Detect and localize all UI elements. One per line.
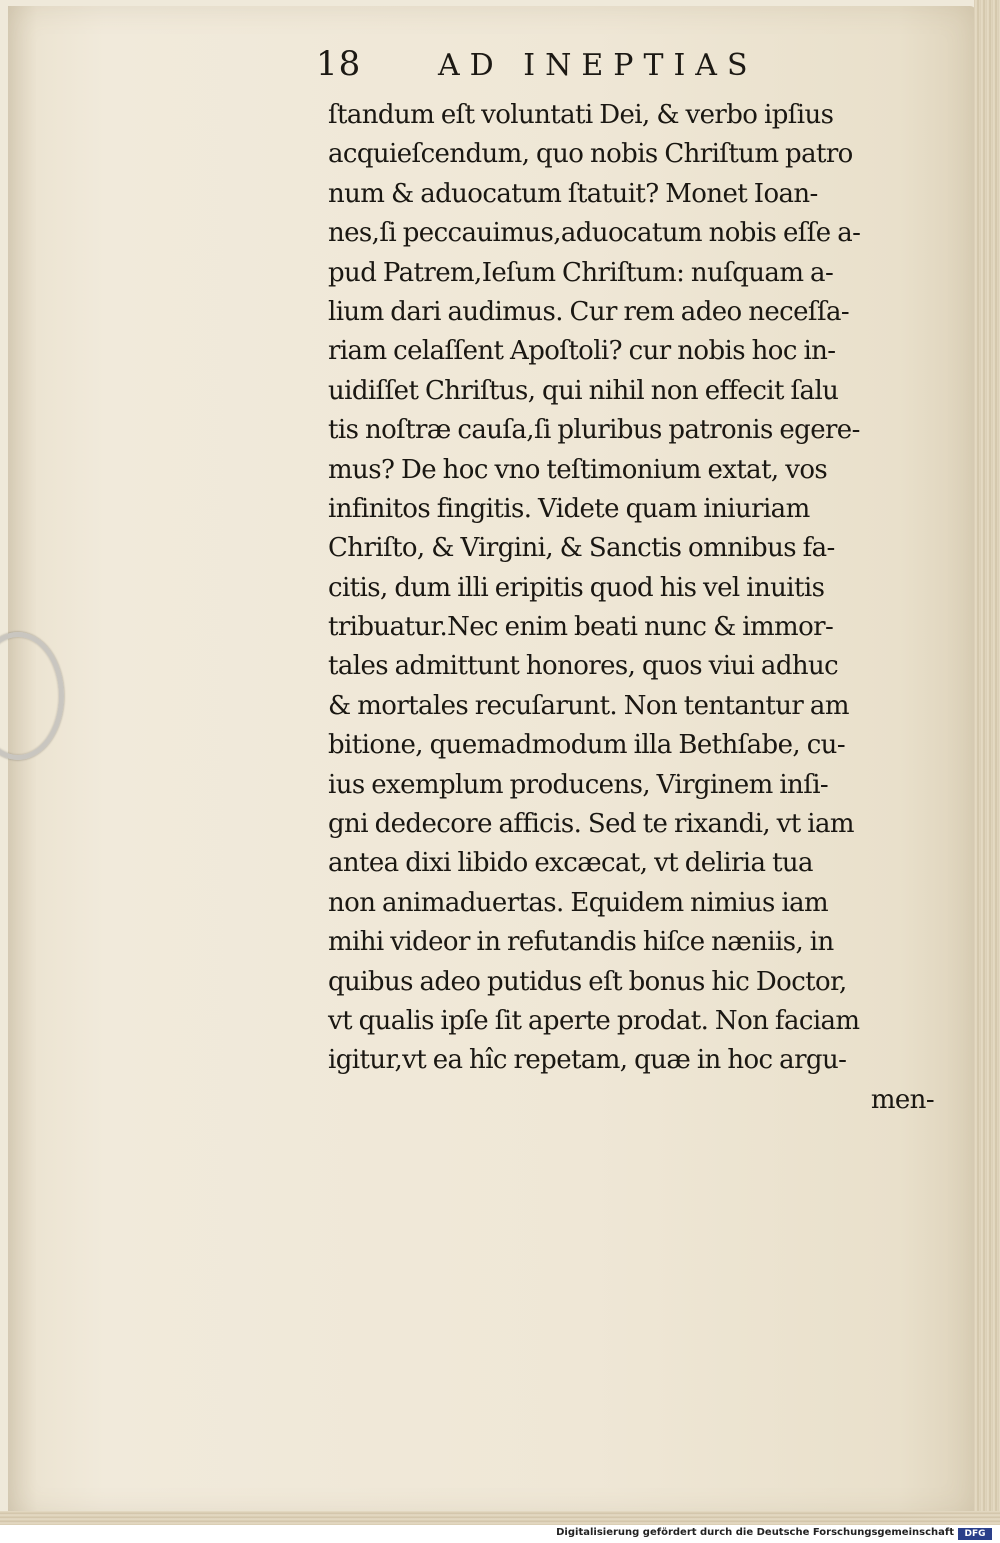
catchword: men- — [870, 1084, 934, 1115]
text-line: ſtandum eſt voluntati Dei, & verbo ipſius — [328, 100, 834, 130]
page-header — [316, 44, 836, 94]
text-line: antea dixi libido excæcat, vt deliria tua — [328, 848, 813, 879]
text-line: vt qualis ipſe ſit aperte prodat. Non faciam — [328, 1005, 860, 1036]
text-line: mihi videor in refutandis hiſce næniis, in — [328, 927, 834, 958]
text-line: ius exemplum producens, Virginem inſi- — [328, 769, 829, 800]
text-line: uidiſſet Chriſtus, qui nihil non effecit ſalu — [328, 375, 839, 406]
text-line: riam celaſſent Apoſtoli? cur nobis hoc in- — [328, 336, 836, 367]
text-line: igitur,vt ea hîc repetam, quæ in hoc argu- — [328, 1045, 847, 1076]
text-line: Chriſto, & Virgini, & Sanctis omnibus fa- — [328, 533, 835, 564]
text-line: & mortales recuſarunt. Non tentantur am — [328, 690, 849, 721]
page-bottom-edge — [0, 1511, 1000, 1525]
text-line: bitione, quemadmodum illa Bethſabe, cu- — [328, 730, 846, 761]
text-line: citis, dum illi eripitis quod his vel inuitis — [328, 572, 825, 603]
text-line: num & aduocatum ſtatuit? Monet Ioan- — [328, 178, 818, 209]
text-line: lium dari audimus. Cur rem adeo neceſſa- — [328, 296, 850, 327]
running-head: AD INEPTIAS — [438, 48, 758, 83]
dfg-logo: DFG — [958, 1528, 992, 1540]
text-line: gni dedecore afficis. Sed te rixandi, vt iam — [328, 809, 854, 840]
page-number: 18 — [316, 44, 362, 84]
text-line: quibus adeo putidus eſt bonus hic Doctor, — [328, 966, 847, 997]
page-edges — [974, 0, 1000, 1525]
text-line: tales admittunt honores, quos viui adhuc — [328, 651, 839, 682]
text-line: acquieſcendum, quo nobis Chriſtum patro — [328, 139, 853, 170]
text-line: tribuatur.Nec enim beati nunc & immor- — [328, 612, 834, 643]
text-line: infinitos fingitis. Videte quam iniuriam — [328, 493, 810, 524]
text-line: tis noſtræ cauſa,ſi pluribus patronis egere- — [328, 415, 860, 446]
text-line: non animaduertas. Equidem nimius iam — [328, 887, 829, 918]
text-line: nes,ſi peccauimus,aduocatum nobis eſſe a- — [328, 218, 861, 249]
text-line: mus? De hoc vno teſtimonium extat, vos — [328, 454, 828, 485]
digitization-footer — [0, 1525, 1000, 1543]
body-text — [328, 96, 948, 1120]
funding-credit: Digitalisierung gefördert durch die Deutsche Forschungsgemeinschaft — [556, 1527, 954, 1538]
text-line: pud Patrem,Ieſum Chriſtum: nuſquam a- — [328, 257, 834, 288]
